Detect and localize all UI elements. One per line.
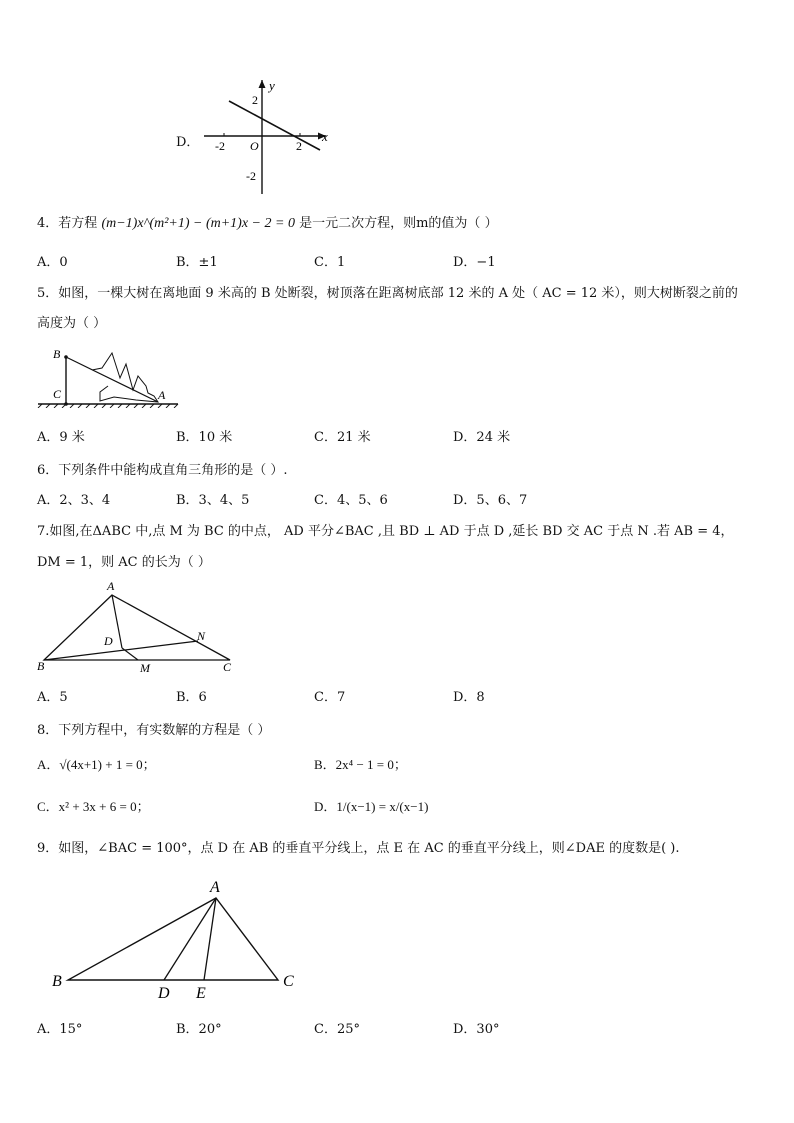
q9-stem <box>37 837 680 856</box>
q8-number: 8． <box>37 723 59 738</box>
q5-option-a[interactable]: A．9 米 <box>37 430 85 445</box>
q6-stem <box>37 459 288 478</box>
q8-option-d[interactable]: D．1/(x−1) = x/(x−1) <box>314 799 429 814</box>
q7-stem-text: 如图,在ΔABC 中,点 M 为 BC 的中点， AD 平分∠BAC ,且 BD ⊥ AD 于点 D ,延长 BD 交 AC 于点 N .若 AB = 4， <box>49 524 734 539</box>
q8-option-c[interactable]: C．x² + 3x + 6 = 0； <box>37 799 150 814</box>
q6-option-d[interactable]: D．5、6、7 <box>453 493 528 508</box>
q3-option-d-graph <box>200 76 340 196</box>
q5-figure <box>36 346 186 408</box>
q8-option-a[interactable]: A．√(4x+1) + 1 = 0； <box>37 757 156 772</box>
q4-stem-prefix: 若方程 <box>58 216 98 231</box>
q7-label-b: B <box>37 659 45 673</box>
q4-stem-suffix: 是一元二次方程，则m的值为（ ） <box>299 216 498 231</box>
q4-equation: (m−1)x^(m²+1) − (m+1)x − 2 = 0 <box>101 216 295 231</box>
q5-option-d[interactable]: D．24 米 <box>453 430 511 445</box>
q9-label-b: B <box>52 973 62 990</box>
q4-stem <box>37 212 498 232</box>
q7-stem-line2: DM = 1，则 AC 的长为（ ） <box>37 555 211 570</box>
q7-stem-line1 <box>37 520 734 539</box>
q7-number: 7. <box>37 524 50 539</box>
q7-option-c[interactable]: C．7 <box>314 690 346 705</box>
q5-stem-line1 <box>37 282 738 301</box>
q9-label-d: D <box>158 985 170 1002</box>
q5-option-b[interactable]: B．10 米 <box>176 430 233 445</box>
q9-label-c: C <box>283 973 294 990</box>
q3-graph-tick: 2 <box>296 139 302 153</box>
q3-graph-y-label: y <box>269 78 275 93</box>
q6-number: 6． <box>37 463 59 478</box>
q4-option-c[interactable]: C．1 <box>314 255 346 270</box>
q7-label-m: M <box>140 661 150 675</box>
q9-option-a[interactable]: A．15° <box>37 1022 83 1037</box>
q9-stem-text: 如图，∠BAC = 100°，点 D 在 AB 的垂直平分线上，点 E 在 AC 的垂直平分线上，则∠DAE 的度数是( ). <box>58 841 680 856</box>
q6-option-c[interactable]: C．4、5、6 <box>314 493 388 508</box>
q4-option-a[interactable]: A．0 <box>37 255 68 270</box>
q5-label-c: C <box>53 387 62 401</box>
q8-option-b[interactable]: B．2x⁴ − 1 = 0； <box>314 757 407 772</box>
q4-option-b[interactable]: B．±1 <box>176 255 218 270</box>
q3-graph-origin: O <box>250 139 259 153</box>
q3-option-d-label: D． <box>176 135 200 150</box>
q7-label-d: D <box>104 634 113 648</box>
q4-number: 4． <box>37 216 59 231</box>
q4-option-d[interactable]: D．−1 <box>453 255 496 270</box>
q7-option-b[interactable]: B．6 <box>176 690 207 705</box>
q9-option-d[interactable]: D．30° <box>453 1022 500 1037</box>
q7-option-a[interactable]: A．5 <box>37 690 68 705</box>
q7-label-n: N <box>197 629 206 643</box>
q9-number: 9． <box>37 841 59 856</box>
q7-figure <box>34 578 244 676</box>
q7-label-a: A <box>107 579 115 593</box>
q5-stem-text: 如图，一棵大树在离地面 9 米高的 B 处断裂，树顶落在距离树底部 12 米的 A 处（ AC = 12 米），则大树断裂之前的 <box>58 286 738 301</box>
q5-option-c[interactable]: C．21 米 <box>314 430 371 445</box>
q6-option-a[interactable]: A．2、3、4 <box>37 493 111 508</box>
q6-option-b[interactable]: B．3、4、5 <box>176 493 250 508</box>
q9-label-e: E <box>196 985 206 1002</box>
q3-graph-tick: -2 <box>246 169 256 183</box>
q3-graph-tick: 2 <box>252 93 258 107</box>
q8-stem <box>37 719 270 738</box>
q9-option-b[interactable]: B．20° <box>176 1022 222 1037</box>
q5-stem-line2: 高度为（ ） <box>37 316 107 331</box>
q9-label-a: A <box>210 879 220 896</box>
q7-label-c: C <box>223 660 232 674</box>
q5-number: 5． <box>37 286 59 301</box>
q6-stem-text: 下列条件中能构成直角三角形的是（ ）. <box>58 463 288 478</box>
q7-option-d[interactable]: D．8 <box>453 690 485 705</box>
q5-label-a: A <box>158 388 166 402</box>
q3-graph-tick: -2 <box>215 139 225 153</box>
q9-option-c[interactable]: C．25° <box>314 1022 360 1037</box>
q5-label-b: B <box>53 347 61 361</box>
q9-figure <box>46 874 306 1004</box>
q3-graph-x-label: x <box>322 129 328 144</box>
q8-stem-text: 下列方程中，有实数解的方程是（ ） <box>58 723 271 738</box>
